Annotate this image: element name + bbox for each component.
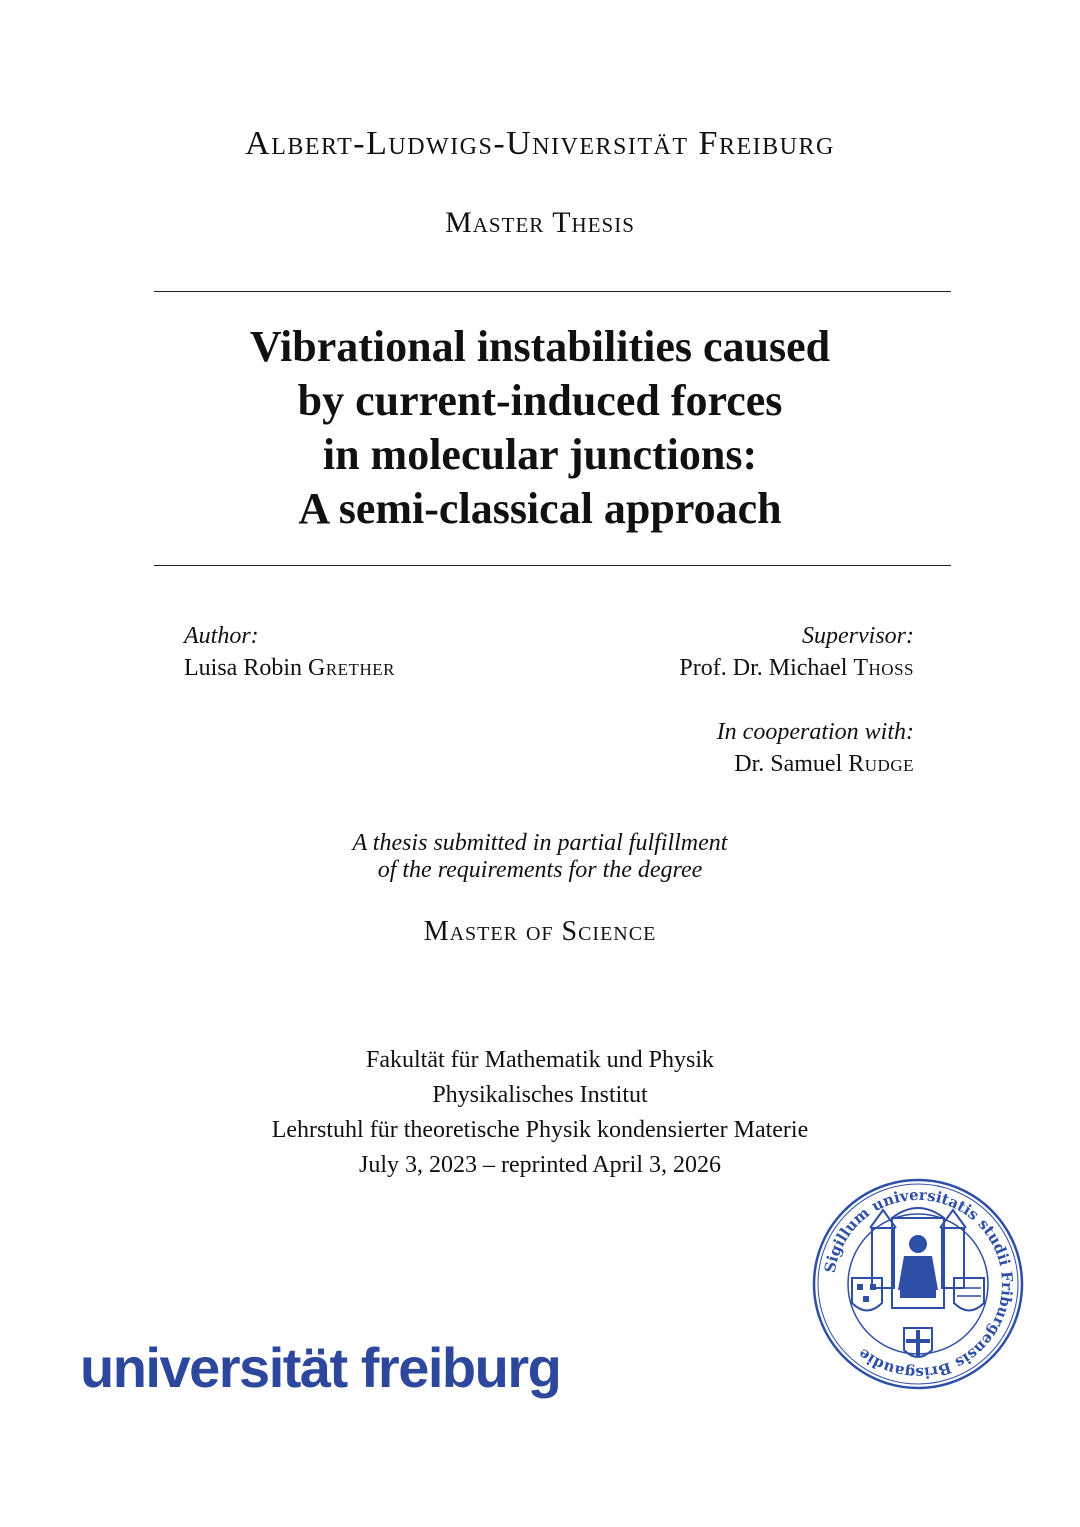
author-block xyxy=(184,620,395,684)
statement-line: A thesis submitted in partial fulfillment xyxy=(352,830,728,856)
faculty-line: Fakultät für Mathematik und Physik xyxy=(366,1047,714,1073)
cooperation-name xyxy=(717,748,914,780)
cooperation-first-names: Dr. Samuel xyxy=(734,751,843,777)
university-seal-icon xyxy=(812,1178,1024,1390)
supervisor-first-names: Prof. Dr. Michael xyxy=(679,655,848,681)
author-surname: Grether xyxy=(308,655,395,681)
chair-line: Lehrstuhl für theoretische Physik kondensierter Materie xyxy=(271,1117,809,1143)
supervisor-label: Supervisor: xyxy=(802,623,914,649)
top-rule xyxy=(154,291,951,292)
document-type: Master Thesis xyxy=(445,206,635,239)
author-label: Author: xyxy=(184,623,259,649)
cooperation-surname: Rudge xyxy=(848,751,914,777)
supervisor-name xyxy=(679,652,914,684)
author-first-names: Luisa Robin xyxy=(184,655,302,681)
svg-text:Sigillum universitatis studii: Sigillum universitatis studii Friburgensis Brisgaudie xyxy=(820,1185,1017,1383)
supervisor-block xyxy=(679,620,914,684)
affiliation-block xyxy=(0,1043,1080,1183)
institute-line: Physikalisches Institut xyxy=(432,1082,648,1108)
author-name xyxy=(184,652,395,684)
university-name: Albert-Ludwigs-Universität Freiburg xyxy=(245,125,835,162)
date-line: July 3, 2023 – reprinted April 3, 2026 xyxy=(359,1152,721,1178)
supervisor-surname: Thoss xyxy=(853,655,914,681)
title-line: A semi-classical approach xyxy=(298,484,782,533)
degree-name: Master of Science xyxy=(423,916,657,947)
submission-statement xyxy=(0,830,1080,884)
cooperation-block xyxy=(717,716,914,780)
statement-line: of the requirements for the degree xyxy=(377,857,703,883)
university-logo: universität freiburg xyxy=(80,1336,561,1399)
cooperation-label: In cooperation with: xyxy=(716,719,914,745)
thesis-title xyxy=(0,320,1080,536)
bottom-rule xyxy=(154,565,951,566)
title-line: by current-induced forces xyxy=(297,376,783,425)
title-line: Vibrational instabilities caused xyxy=(249,322,831,371)
title-line: in molecular junctions: xyxy=(322,430,758,479)
